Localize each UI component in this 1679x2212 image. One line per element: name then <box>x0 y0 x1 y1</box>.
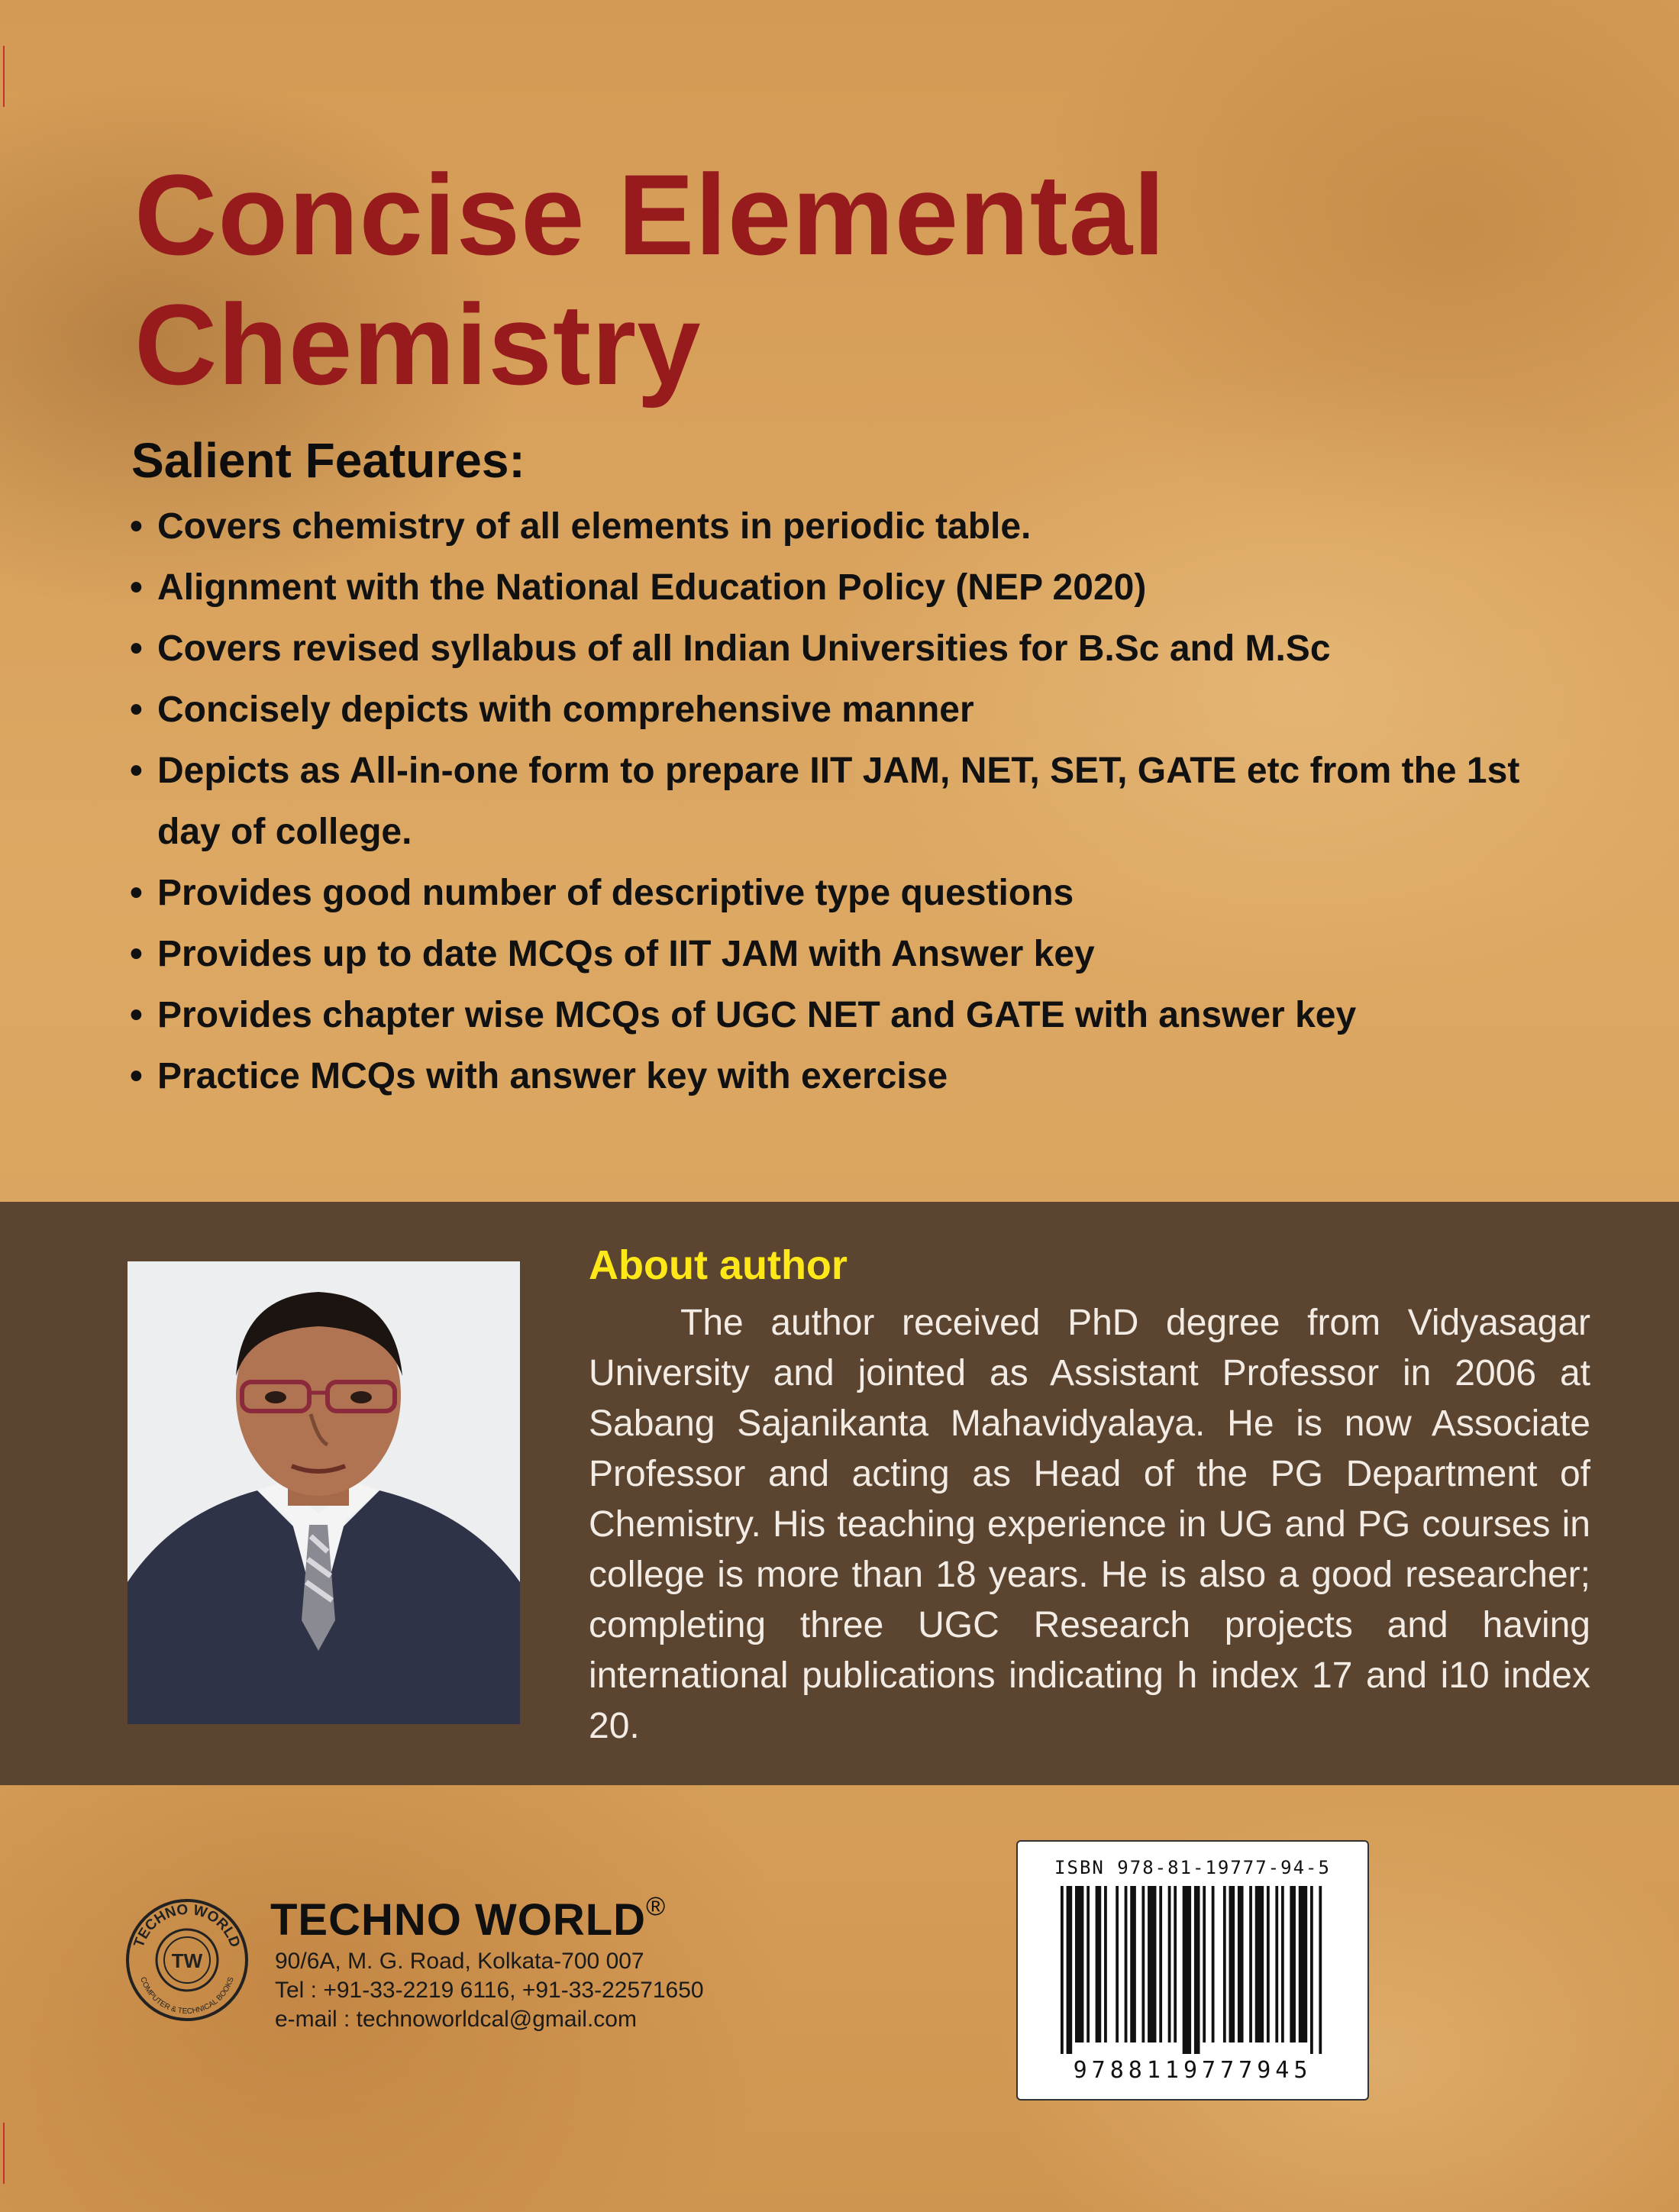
bullet-icon: • <box>130 873 143 913</box>
publisher-phone: Tel : +91-33-2219 6116, +91-33-22571650 <box>275 1978 704 2003</box>
bullet-icon: • <box>130 751 143 791</box>
about-author-heading: About author <box>589 1242 848 1288</box>
publisher-name <box>270 1892 666 1946</box>
barcode-bar <box>1141 1886 1145 2042</box>
barcode-bar <box>1159 1886 1162 2042</box>
bullet-icon: • <box>130 506 143 547</box>
barcode-bar <box>1075 1886 1083 2042</box>
bullet-icon: • <box>130 1056 143 1096</box>
features-heading: Salient Features: <box>131 433 525 488</box>
bullet-icon: • <box>130 628 143 669</box>
barcode-bar <box>1174 1886 1177 2042</box>
bullet-icon: • <box>130 934 143 974</box>
feature-item <box>130 924 1581 985</box>
bullet-icon: • <box>130 689 143 730</box>
feature-item <box>130 496 1581 557</box>
barcode-bar <box>1125 1886 1128 2042</box>
barcode-bar <box>1267 1886 1270 2042</box>
publisher-email: e-mail : technoworldcal@gmail.com <box>275 2007 637 2032</box>
feature-text: Provides chapter wise MCQs of UGC NET and GATE with answer key <box>157 995 1357 1035</box>
barcode-bar <box>1148 1886 1156 2042</box>
feature-text: Covers revised syllabus of all Indian Universities for B.Sc and M.Sc <box>157 628 1331 669</box>
feature-item <box>130 741 1581 863</box>
isbn-barcode <box>1016 1840 1369 2101</box>
feature-text: Alignment with the National Education Policy (NEP 2020) <box>157 567 1147 608</box>
feature-text: Concisely depicts with comprehensive manner <box>157 689 974 730</box>
author-portrait-image <box>128 1261 520 1724</box>
barcode-bar <box>1255 1886 1264 2042</box>
barcode-digits: 9788119777945 <box>1073 2057 1313 2084</box>
book-title <box>134 150 1585 409</box>
feature-item <box>130 863 1581 924</box>
barcode-bar <box>1212 1886 1215 2042</box>
barcode-bar <box>1238 1886 1244 2042</box>
barcode-bar <box>1310 1886 1313 2054</box>
bullet-icon: • <box>130 995 143 1035</box>
publisher-contact <box>275 1947 704 2034</box>
barcode-bar <box>1249 1886 1252 2042</box>
svg-text:TECHNO WORLD <box>131 1902 244 1950</box>
about-author-text: The author received PhD degree from Vidyasagar University and jointed as Assistant Professor in 2006 at Sabang Sajanikanta Mahavidyalaya. He is now Associate Professor and acting as Head of the PG Department of Chemistry. His teaching experience in UG and PG courses in college is more than 18 years. He is also a good researcher; completing three UGC Research projects and having international publications indicating h index 17 and i10 index 20. <box>589 1303 1590 1746</box>
barcode-bar <box>1229 1886 1235 2042</box>
feature-text: Practice MCQs with answer key with exercise <box>157 1056 948 1096</box>
barcode-bar <box>1104 1886 1107 2042</box>
barcode-bar <box>1203 1886 1206 2042</box>
book-title-line: Concise Elemental <box>134 150 1166 279</box>
trim-mark <box>3 2123 5 2184</box>
feature-text: Covers chemistry of all elements in periodic table. <box>157 506 1032 547</box>
logo-monogram: TW <box>171 1949 203 1972</box>
barcode-bar <box>1096 1886 1102 2042</box>
barcode-bar <box>1061 1886 1064 2054</box>
logo-ring-subtext: COMPUTER & TECHNICAL BOOKS <box>138 1976 236 2017</box>
publisher-address: 90/6A, M. G. Road, Kolkata-700 007 <box>275 1949 644 1974</box>
publisher-logo <box>122 1895 252 2025</box>
barcode-bar <box>1275 1886 1278 2042</box>
feature-item <box>130 557 1581 618</box>
isbn-label: ISBN 978-81-19777-94-5 <box>1054 1857 1331 1878</box>
trim-mark <box>3 46 5 107</box>
feature-item <box>130 985 1581 1046</box>
feature-item <box>130 680 1581 741</box>
feature-text: Depicts as All-in-one form to prepare IIT JAM, NET, SET, GATE etc from the 1st day of college. <box>157 751 1520 852</box>
feature-item <box>130 618 1581 680</box>
barcode-icon <box>1061 1886 1325 2054</box>
publisher-logo-icon <box>122 1895 252 2025</box>
book-title-line: Chemistry <box>134 280 702 408</box>
barcode-bar <box>1290 1886 1296 2042</box>
barcode-bar <box>1168 1886 1171 2042</box>
barcode-bar <box>1130 1886 1136 2042</box>
publisher-name-text: TECHNO WORLD <box>270 1895 647 1945</box>
barcode-bar <box>1116 1886 1119 2042</box>
barcode-bar <box>1299 1886 1307 2042</box>
barcode-bar <box>1319 1886 1322 2054</box>
registered-mark: ® <box>646 1892 667 1921</box>
feature-item <box>130 1046 1581 1107</box>
features-list <box>130 496 1581 1107</box>
barcode-bar <box>1281 1886 1284 2042</box>
barcode-bar <box>1087 1886 1090 2042</box>
barcode-bar <box>1183 1886 1191 2054</box>
author-photo <box>128 1261 520 1724</box>
barcode-bar <box>1067 1886 1073 2054</box>
barcode-bar <box>1223 1886 1226 2042</box>
feature-text: Provides good number of descriptive type questions <box>157 873 1074 913</box>
barcode-bar <box>1194 1886 1200 2054</box>
feature-text: Provides up to date MCQs of IIT JAM with Answer key <box>157 934 1095 974</box>
logo-ring-text: TECHNO WORLD <box>131 1901 244 1950</box>
bullet-icon: • <box>130 567 143 608</box>
